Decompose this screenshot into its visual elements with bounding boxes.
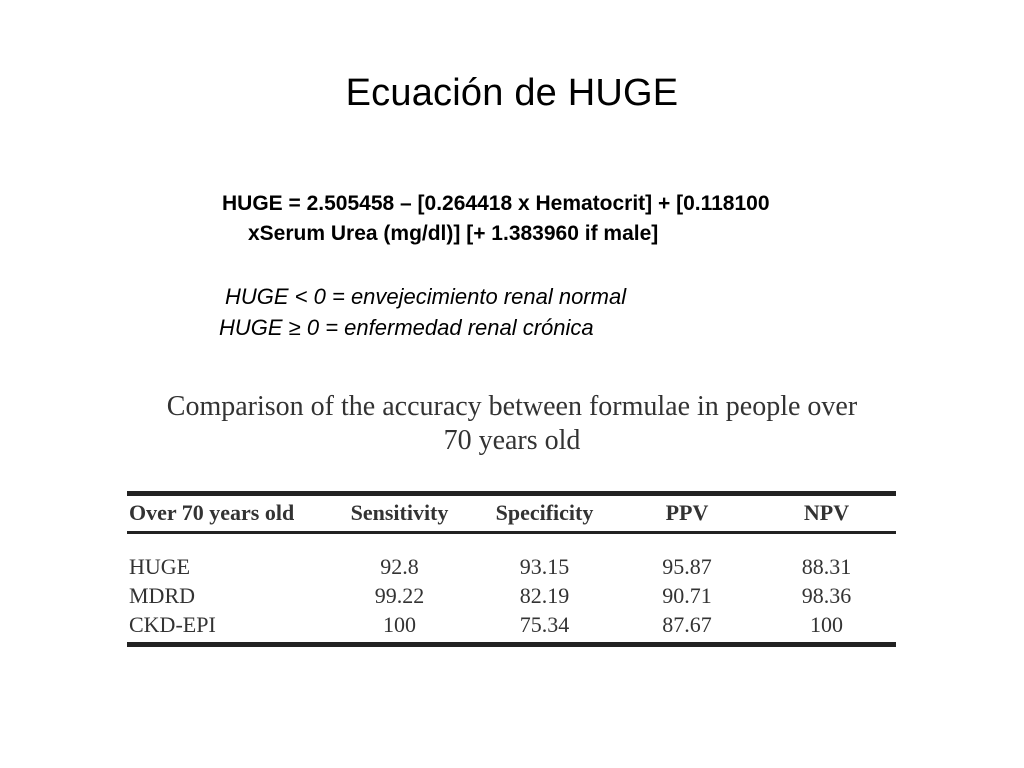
row-specificity: 82.19 <box>519 582 570 608</box>
row-ppv: 95.87 <box>662 553 712 579</box>
row-formula-name: CKD-EPI <box>129 611 216 637</box>
table-row-mdrd <box>127 581 896 610</box>
row-ppv: 90.71 <box>662 582 712 608</box>
header-specificity: Specificity <box>495 500 594 525</box>
header-npv: NPV <box>803 500 850 525</box>
row-ppv: 87.67 <box>662 611 712 637</box>
header-sensitivity: Sensitivity <box>350 500 449 525</box>
row-formula-name: MDRD <box>129 582 196 608</box>
table-spacer <box>127 533 896 553</box>
table-caption-line-1: Comparison of the accuracy between formulae in people over <box>166 391 858 422</box>
accuracy-table <box>127 491 896 647</box>
row-specificity: 75.34 <box>519 611 570 637</box>
header-ppv: PPV <box>665 500 709 525</box>
table-header-row <box>127 494 896 533</box>
row-npv: 100 <box>810 611 843 637</box>
table-caption <box>128 390 896 458</box>
table-row-ckd-epi <box>127 610 896 645</box>
header-population: Over 70 years old <box>129 500 295 525</box>
row-npv: 98.36 <box>801 582 852 608</box>
row-sensitivity: 92.8 <box>380 553 419 579</box>
interpretation-normal-aging: HUGE < 0 = envejecimiento renal normal <box>225 284 627 309</box>
table-caption-line-2: 70 years old <box>443 425 581 456</box>
interpretation-ckd: HUGE ≥ 0 = enfermedad renal crónica <box>219 315 594 340</box>
row-sensitivity: 100 <box>383 611 416 637</box>
table-row-huge <box>127 552 896 581</box>
slide-title: Ecuación de HUGE <box>345 72 679 114</box>
row-specificity: 93.15 <box>519 553 570 579</box>
row-npv: 88.31 <box>801 553 852 579</box>
huge-formula-line-2: xSerum Urea (mg/dl)] [+ 1.383960 if male] <box>248 222 659 245</box>
row-formula-name: HUGE <box>129 553 191 579</box>
row-sensitivity: 99.22 <box>374 582 425 608</box>
huge-formula-line-1: HUGE = 2.505458 – [0.264418 x Hematocrit] + [0.118100 <box>222 192 770 215</box>
